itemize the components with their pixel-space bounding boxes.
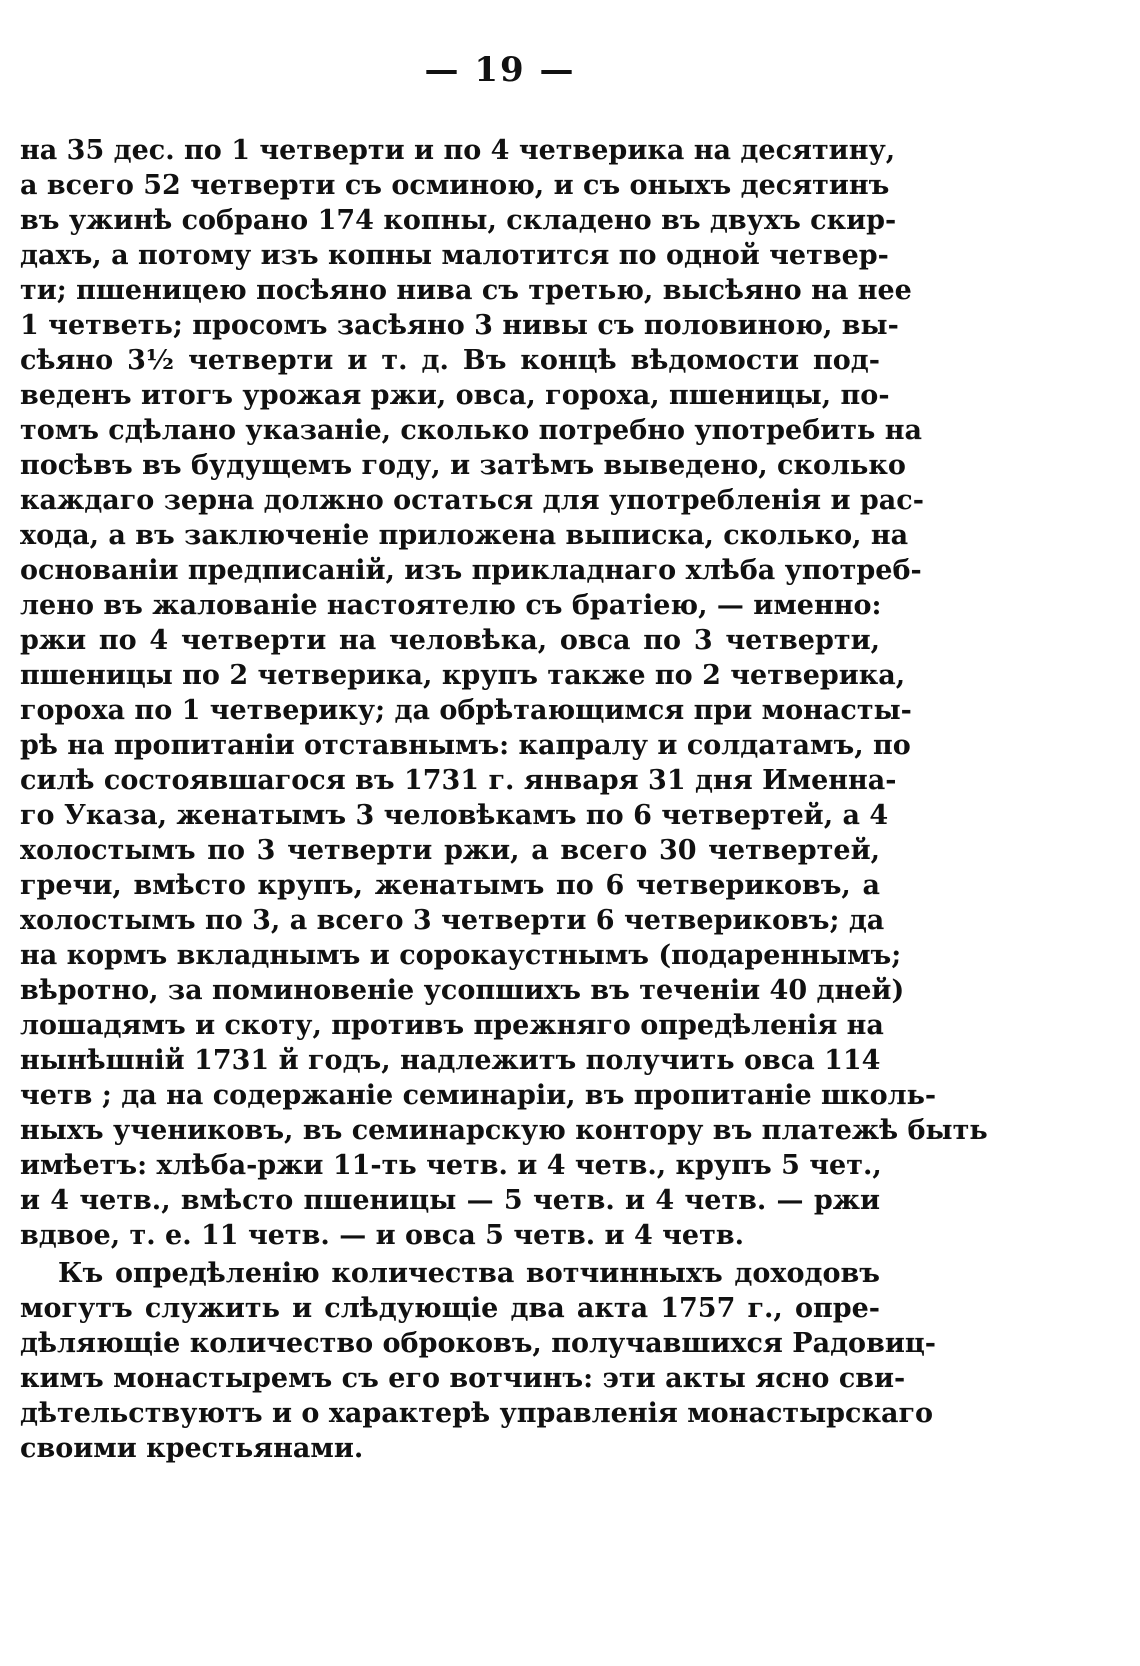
text-line: посѣвъ въ будущемъ году, и затѣмъ выведено, сколько: [20, 450, 906, 481]
text-line: томъ сдѣлано указаніе, сколько потребно употребить на: [20, 415, 922, 446]
paragraph-2: [20, 1256, 937, 1466]
text-line: холостымъ по 3, а всего 3 четверти 6 четвериковъ; да: [20, 905, 885, 936]
text-line: основаніи предписаній, изъ прикладнаго хлѣба употреб-: [20, 555, 922, 586]
text-line: дѣтельствуютъ и о характерѣ управленія монастырскаго: [20, 1398, 934, 1429]
text-line: 1 четветь; просомъ засѣяно 3 нивы съ половиною, вы-: [20, 310, 899, 341]
text-line: го Указа, женатымъ 3 человѣкамъ по 6 четвертей, а 4: [20, 800, 889, 831]
text-line: имѣетъ: хлѣба-ржи 11-ть четв. и 4 четв., крупъ 5 чет.,: [20, 1150, 882, 1181]
text-line: лено въ жалованіе настоятелю съ братіею, — именно:: [20, 590, 882, 621]
text-line: въ ужинѣ собрано 174 копны, складено въ двухъ скир-: [20, 205, 897, 236]
text-line: холостымъ по 3 четверти ржи, а всего 30 четвертей,: [20, 835, 880, 866]
text-line: веденъ итогъ урожая ржи, овса, гороха, пшеницы, по-: [20, 380, 890, 411]
text-line: своими крестьянами.: [20, 1433, 364, 1464]
text-line: дахъ, а потому изъ копны малотится по одной четвер-: [20, 240, 889, 271]
text-line: лошадямъ и скоту, противъ прежняго опредѣленія на: [20, 1010, 884, 1041]
text-line: гороха по 1 четверику; да обрѣтающимся при монасты-: [20, 695, 912, 726]
text-line: вдвое, т. е. 11 четв. — и овса 5 четв. и 4 четв.: [20, 1220, 745, 1251]
text-line: каждаго зерна должно остаться для употребленія и рас-: [20, 485, 924, 516]
text-line: пшеницы по 2 четверика, крупъ также по 2 четверика,: [20, 660, 906, 691]
text-line: дѣляющіе количество оброковъ, получавшихся Радовиц-: [20, 1328, 937, 1359]
page-number: — 19 —: [424, 50, 576, 90]
text-line: могутъ служить и слѣдующіе два акта 1757 г., опре-: [20, 1293, 880, 1324]
text-line: на 35 дес. по 1 четверти и по 4 четверика на десятину,: [20, 135, 896, 166]
text-line: на кормъ вкладнымъ и сорокаустнымъ (подареннымъ;: [20, 940, 902, 971]
text-line: ныхъ учениковъ, въ семинарскую контору въ платежѣ быть: [20, 1115, 988, 1146]
text-line: гречи, вмѣсто крупъ, женатымъ по 6 четвериковъ, а: [20, 870, 880, 901]
text-line: вѣротно, за поминовеніе усопшихъ въ теченіи 40 дней): [20, 975, 905, 1006]
text-line: кимъ монастыремъ съ его вотчинъ: эти акты ясно сви-: [20, 1363, 906, 1394]
text-line: и 4 четв., вмѣсто пшеницы — 5 четв. и 4 четв. — ржи: [20, 1185, 880, 1216]
text-line: сѣяно 3½ четверти и т. д. Въ концѣ вѣдомости под-: [20, 345, 880, 376]
text-line: четв ; да на содержаніе семинаріи, въ пропитаніе школь-: [20, 1080, 937, 1111]
text-line: Къ опредѣленію количества вотчинныхъ доходовъ: [58, 1258, 880, 1289]
paragraph-1: [20, 133, 988, 1253]
text-line: силѣ состоявшагося въ 1731 г. января 31 дня Именна-: [20, 765, 897, 796]
text-line: а всего 52 четверти съ осминою, и съ оныхъ десятинъ: [20, 170, 890, 201]
text-line: хода, а въ заключеніе приложена выписка, сколько, на: [20, 520, 909, 551]
text-line: ржи по 4 четверти на человѣка, овса по 3 четверти,: [20, 625, 880, 656]
text-line: рѣ на пропитаніи отставнымъ: капралу и солдатамъ, по: [20, 730, 911, 761]
text-line: нынѣшній 1731 й годъ, надлежитъ получить овса 114: [20, 1045, 881, 1076]
text-line: ти; пшеницею посѣяно нива съ третью, высѣяно на нее: [20, 275, 912, 306]
body-text: [20, 133, 988, 1466]
